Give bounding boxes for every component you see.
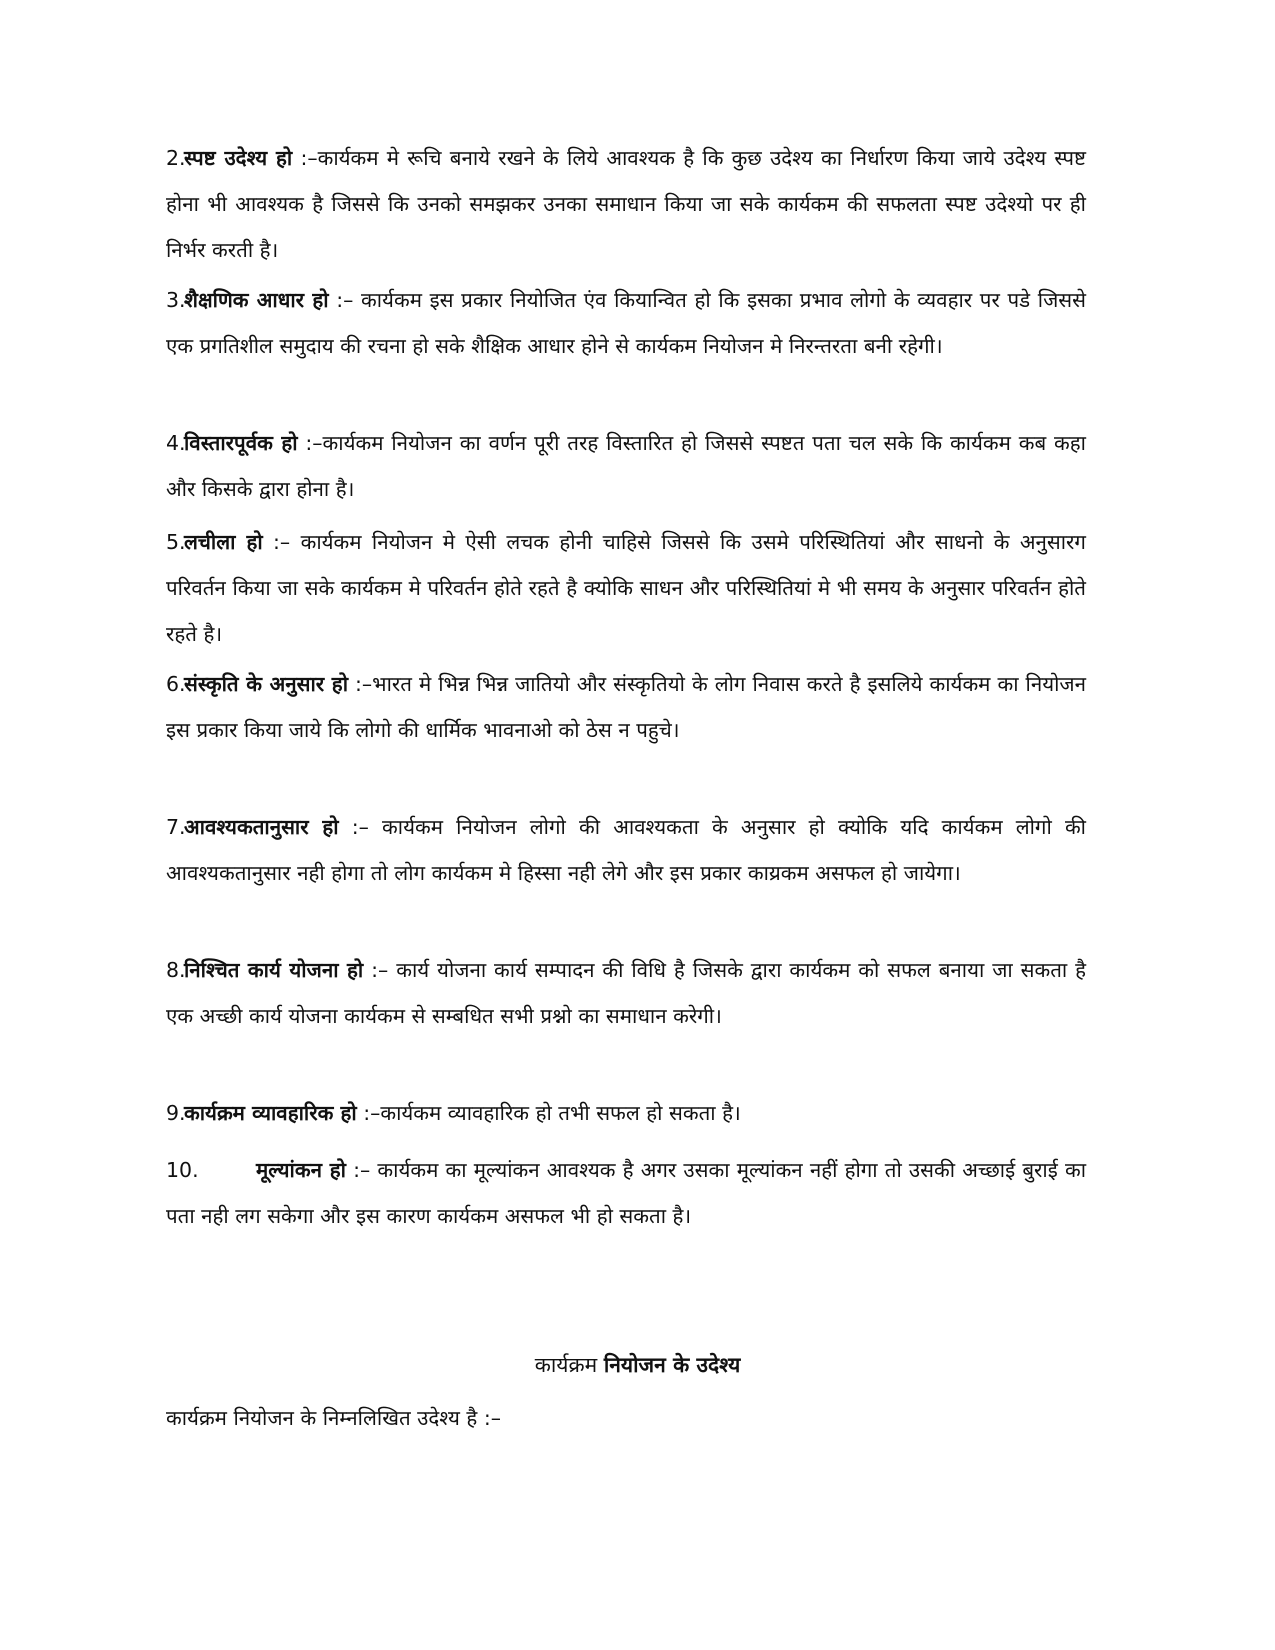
list-item-8 <box>166 947 1086 1039</box>
item-title: स्पष्ट उदेश्य हो <box>184 146 293 170</box>
item-number: 9. <box>166 1101 186 1125</box>
list-item-7 <box>166 804 1086 896</box>
item-title: निश्चित कार्य योजना हो <box>184 958 364 982</box>
list-item-9 <box>166 1090 1086 1136</box>
item-title: शैक्षणिक आधार हो <box>184 288 329 312</box>
item-title: लचीला हो <box>184 530 263 554</box>
item-text: :– कार्यकम का मूल्यांकन आवश्यक है अगर उसका मूल्यांकन नहीं होगा तो उसकी अच्छाई बुराई का पता नही लग सकेगा और इस कारण कार्यकम असफल भी हो सकता है। <box>166 1158 1086 1228</box>
heading-plain: कार्यक्रम <box>534 1353 604 1377</box>
list-item-4 <box>166 420 1086 512</box>
item-text: :– कार्यकम इस प्रकार नियोजित एंव कियान्वित हो कि इसका प्रभाव लोगो के व्यवहार पर पडे जिससे एक प्रगतिशील समुदाय की रचना हो सके शैक्षिक आधार होने से कार्यकम नियोजन मे निरन्तरता बनी रहेगी। <box>166 288 1086 358</box>
item-text: :–कार्यकम व्यावहारिक हो तभी सफल हो सकता है। <box>356 1101 741 1125</box>
item-title: कार्यक्रम व्यावहारिक हो <box>184 1101 357 1125</box>
heading-bold: नियोजन के उदेश्य <box>603 1353 741 1377</box>
item-title: संस्कृति के अनुसार हो <box>184 672 348 696</box>
list-item-10 <box>166 1147 1086 1239</box>
item-number: 5. <box>166 530 186 554</box>
item-number: 7. <box>166 815 186 839</box>
intro-line: कार्यक्रम नियोजन के निम्नलिखित उदेश्य है :– <box>166 1406 501 1430</box>
section-heading <box>0 1345 1275 1385</box>
item-title: विस्तारपूर्वक हो <box>184 431 298 455</box>
item-number: 10. <box>166 1158 199 1182</box>
item-number: 2. <box>166 146 186 170</box>
item-number: 8. <box>166 958 186 982</box>
item-text: :– कार्यकम नियोजन लोगो की आवश्यकता के अनुसार हो क्योकि यदि कार्यकम लोगो की आवश्यकतानुसार नही होगा तो लोग कार्यकम मे हिस्सा नही लेगे और इस प्रकार काय्रकम असफल हो जायेगा। <box>166 815 1086 885</box>
item-number: 4. <box>166 431 186 455</box>
item-title: मूल्यांकन हो <box>256 1158 346 1182</box>
item-title: आवश्यकतानुसार हो <box>184 815 339 839</box>
list-item-5 <box>166 519 1086 657</box>
item-text: :– कार्य योजना कार्य सम्पादन की विधि है जिसके द्वारा कार्यकम को सफल बनाया जा सकता है एक अच्छी कार्य योजना कार्यकम से सम्बधित सभी प्रश्नो का समाधान करेगी। <box>166 958 1087 1028</box>
list-item-2 <box>166 135 1086 273</box>
item-text: :– कार्यकम नियोजन मे ऐसी लचक होनी चाहिसे जिससे कि उसमे परिस्थितियां और साधनो के अनुसारग परिवर्तन किया जा सके कार्यकम मे परिवर्तन होते रहते है क्योकि साधन और परिस्थितियां मे भी समय के अनुसार परिवर्तन होते रहते है। <box>166 530 1086 646</box>
item-text: :–कार्यकम मे रूचि बनाये रखने के लिये आवश्यक है कि कुछ उदेश्य का निर्धारण किया जाये उदेश्य स्पष्ट होना भी आवश्यक है जिससे कि उनको समझकर उनका समाधान किया जा सके कार्यकम की सफलता स्पष्ट उदेश्यो पर ही निर्भर करती है। <box>166 146 1086 262</box>
list-item-6 <box>166 661 1086 753</box>
list-item-3 <box>166 277 1086 369</box>
item-text: :–कार्यकम नियोजन का वर्णन पूरी तरह विस्तारित हो जिससे स्पष्टत पता चल सके कि कार्यकम कब कहा और किसके द्वारा होना है। <box>166 431 1086 501</box>
item-number: 3. <box>166 288 186 312</box>
item-text: :–भारत मे भिन्न भिन्न जातियो और संस्कृतियो के लोग निवास करते है इसलिये कार्यकम का नियोजन इस प्रकार किया जाये कि लोगो की धार्मिक भावनाओ को ठेस न पहुचे। <box>166 672 1086 742</box>
item-number: 6. <box>166 672 186 696</box>
